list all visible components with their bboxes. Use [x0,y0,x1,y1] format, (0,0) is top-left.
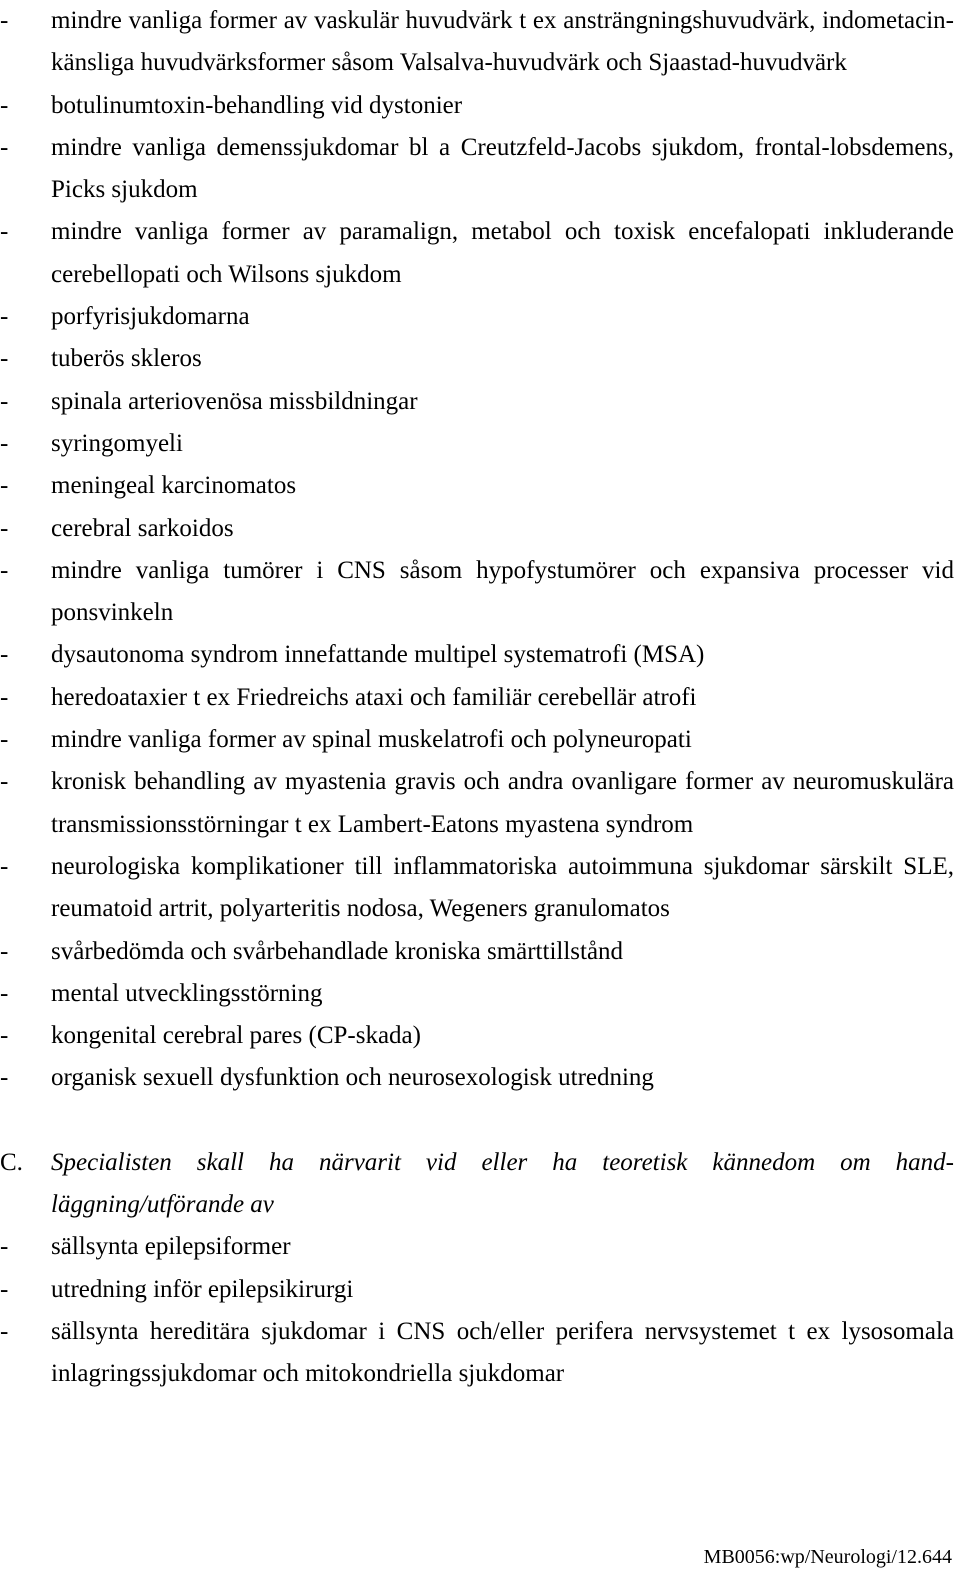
list-item-text: mental utvecklingsstörning [51,979,323,1007]
list-dash: - [0,556,9,584]
list-item-text: cerebral sarkoidos [51,514,234,542]
list-item [0,508,960,550]
list-item [0,846,960,931]
list-item [0,0,960,85]
list-item [0,931,960,973]
list-item-text: tuberös skleros [51,345,202,373]
list-item-text: utredning inför epilepsikirurgi [51,1275,354,1303]
list-item-text: mindre vanliga former av vaskulär huvudvärk t ex ansträngningshuvudvärk, indometacin-känsliga huvudvärksformer såsom Valsalva-huvudvärk och Sjaastad-huvudvärk [51,7,954,77]
list-item-text: svårbedömda och svårbehandlade kroniska smärttillstånd [51,937,624,965]
list-item-text: sällsynta hereditära sjukdomar i CNS och/eller perifera nervsystemet t ex lysosomala inlagringssjukdomar och mitokondriella sjukdomar [51,1317,954,1388]
list-dash: - [0,7,9,34]
list-dash: - [0,387,9,415]
list-item [0,1226,960,1268]
list-item-text: mindre vanliga former av spinal muskelatrofi och polyneuropati [51,726,692,754]
list-item [0,423,960,465]
list-item-text: organisk sexuell dysfunktion och neurosexologisk utredning [51,1064,654,1092]
list-item [0,338,960,380]
list-item-text: kronisk behandling av myastenia gravis och andra ovanligare former av neuromuskulära transmissionsstörningar t ex Lambert-Eatons myastena syndrom [51,768,954,838]
list-item [0,634,960,676]
list-dash: - [0,1233,9,1261]
list-item [0,677,960,719]
list-item-text: porfyrisjukdomarna [51,303,250,331]
list-item-text: meningeal karcinomatos [51,472,297,500]
list-item [0,1269,960,1311]
list-dash: - [0,429,9,457]
list-dash: - [0,514,9,542]
list-item [0,381,960,423]
list-item [0,973,960,1015]
list-dash: - [0,218,9,246]
list-item [0,465,960,507]
list-dash: - [0,133,9,161]
list-item [0,719,960,761]
section-heading-text: Specialisten skall ha närvarit vid eller ha teoretisk kännedom om hand-läggning/utförande av [51,1148,954,1219]
list-dash: - [0,91,9,119]
list-item-text: mindre vanliga tumörer i CNS såsom hypofystumörer och expansiva processer vid ponsvinkeln [51,556,954,627]
list-dash: - [0,345,9,373]
list-dash: - [0,641,9,669]
list-item [0,550,960,635]
list-item [0,761,960,846]
document-reference-footer: MB0056:wp/Neurologi/12.644 [703,1546,952,1568]
list-dash: - [0,726,9,754]
list-item [0,296,960,338]
list-item-text: botulinumtoxin-behandling vid dystonier [51,91,463,119]
list-dash: - [0,1064,9,1092]
list-item [0,1057,960,1099]
section-letter: C. [0,1148,23,1176]
list-item-text: mindre vanliga demenssjukdomar bl a Creutzfeld-Jacobs sjukdom, frontal-lobsdemens, Picks sjukdom [51,133,954,204]
list-dash: - [0,683,9,711]
list-dash: - [0,1317,9,1345]
list-dash: - [0,303,9,331]
list-item-text: dysautonoma syndrom innefattande multipel systematrofi (MSA) [51,641,705,669]
list-item-text: mindre vanliga former av paramalign, metabol och toxisk encefalopati inkluderande cerebellopati och Wilsons sjukdom [51,218,954,288]
list-dash: - [0,1275,9,1303]
list-item-text: neurologiska komplikationer till inflammatoriska autoimmuna sjukdomar särskilt SLE, reumatoid artrit, polyarteritis nodosa, Wegeners granulomatos [51,852,954,923]
list-dash: - [0,472,9,500]
list-dash: - [0,1022,9,1050]
list-item-text: kongenital cerebral pares (CP-skada) [51,1022,421,1050]
list-item-text: spinala arteriovenösa missbildningar [51,387,418,415]
list-dash: - [0,768,9,796]
list-dash: - [0,852,9,880]
list-dash: - [0,937,9,965]
list-item [0,1015,960,1057]
section-heading [0,1142,960,1227]
list-item [0,211,960,296]
list-dash: - [0,979,9,1007]
list-item-text: syringomyeli [51,429,183,457]
list-item-text: heredoataxier t ex Friedreichs ataxi och familiär cerebellär atrofi [51,683,697,711]
list-item [0,127,960,212]
list-item [0,1311,960,1396]
list-item [0,85,960,127]
list-item-text: sällsynta epilepsiformer [51,1233,291,1261]
